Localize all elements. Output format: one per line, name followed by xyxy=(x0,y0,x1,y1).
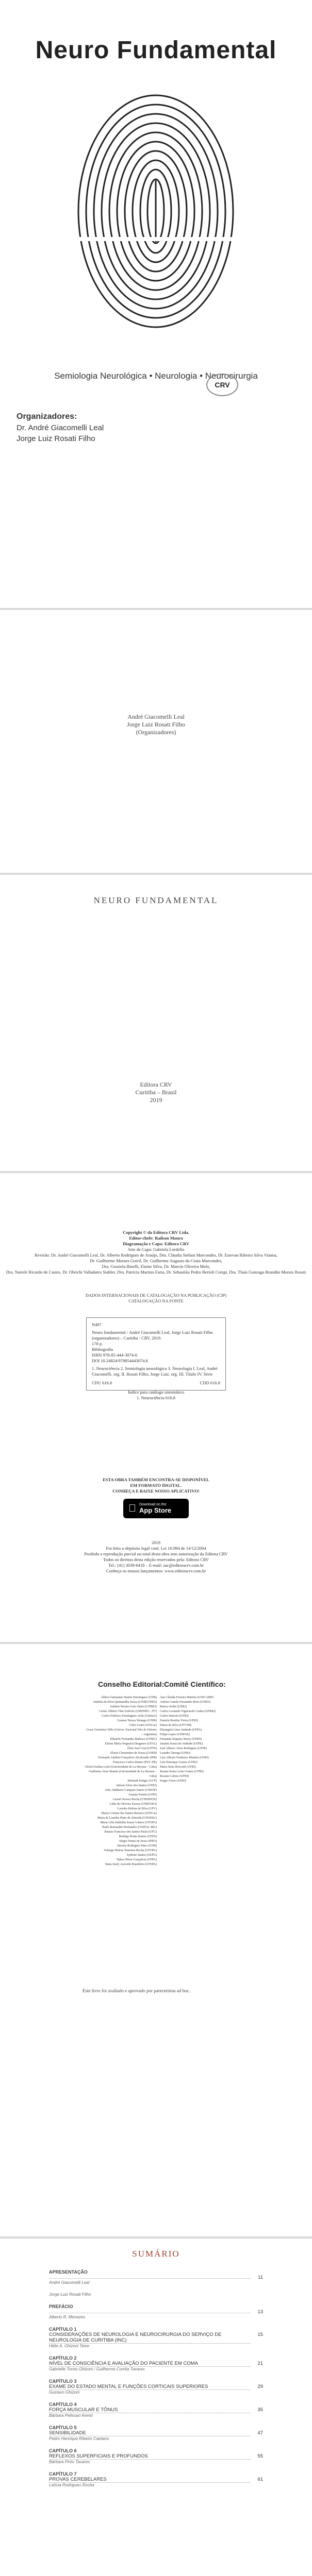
toc-entry[interactable] xyxy=(49,2448,263,2464)
council-member: Lourdes Helena da Silva (UFV) xyxy=(117,1807,157,1810)
toc-entry[interactable] xyxy=(49,2327,263,2348)
organizer-line: Jorge Luiz Rosati Filho xyxy=(127,721,185,728)
catalog-line: 1. Neurociência 2. Semiologia neurológica 3. Neurologia I. Leal, André Giacomelli. org. II. Rosati Filho, Jorge Luiz. org. III. Título IV. Série xyxy=(92,1366,218,1377)
toc-author: Jorge Luiz Rosati Filho xyxy=(49,2292,91,2297)
toc-chapter-label: CAPÍTULO 5 xyxy=(49,2425,77,2430)
council-member: Guillermo Arias Beatón (Universidade de La Havana – Cuba) xyxy=(88,1770,157,1778)
council-member: Sydione Santos (UEPG) xyxy=(126,1854,157,1857)
toc-chapter-label: APRESENTAÇÃO xyxy=(49,2269,88,2275)
toc-author: Alberto R. Menezes xyxy=(49,2315,86,2319)
summary-title: SUMÁRIO xyxy=(132,2249,180,2259)
toc-page-number: 21 xyxy=(257,2361,263,2366)
toc-author: Hélio A. Ghizoni Teive xyxy=(49,2344,90,2348)
council-member: Elizeu Clementino de Souza (UNEB) xyxy=(110,1752,157,1755)
toc-page-number: 13 xyxy=(257,2309,263,2315)
toc-author: Bárbara Pinto Tavares xyxy=(49,2460,90,2464)
toc-chapter-label: PREFÁCIO xyxy=(49,2304,73,2309)
toc-entry[interactable] xyxy=(49,2304,263,2319)
council-member: Leandro Tarrega (UFRJ) xyxy=(160,1752,191,1755)
toc-page-number: 61 xyxy=(257,2477,263,2482)
cover-subtitle: Semiologia Neurológica • Neurologia • Neurocirurgia xyxy=(54,371,258,381)
rights-line: 2019 xyxy=(152,1540,160,1545)
council-member: Helmuth Krüger (UCP) xyxy=(127,1780,157,1783)
council-member: Lídia de Oliveira Xavier (UNIEURO) xyxy=(109,1803,157,1806)
copyright-line: Editor-chefe: Railson Moura xyxy=(129,1235,183,1241)
council-member: Carlos Federico Dominguez Avila (Unieuro) xyxy=(102,1715,157,1718)
council-member: Maria Lília Imbiriba Sousa Colares (UFOPA) xyxy=(100,1821,157,1824)
council-member: Bianca Sodré (UERJ) xyxy=(160,1705,187,1708)
toc-chapter-label: CAPÍTULO 4 xyxy=(49,2402,77,2407)
rights-line: Conheça os nossos lançamentos: www.editoracrv.com.br xyxy=(106,1568,206,1573)
council-member: Sérgio Nunes de Jesus (IFRO) xyxy=(119,1840,157,1843)
council-member: Cesar Gerónimo Tello (Univer. Nacional Três de Febrero – Argentina) xyxy=(86,1728,157,1736)
title-page xyxy=(0,875,312,1171)
toc-entry[interactable] xyxy=(49,2471,263,2487)
toc-page-number: 11 xyxy=(258,2275,263,2280)
toc-chapter-title: PROVAS CEREBELARES xyxy=(49,2477,251,2483)
publisher-line: Curitiba – Brasil xyxy=(135,1089,177,1096)
half-title-page xyxy=(0,610,312,873)
council-member: Leonel Severo Rocha (UNISINOS) xyxy=(112,1798,157,1801)
copyright-block xyxy=(0,1230,312,1275)
copyright-line: Diagramação e Capa: Editora CRV xyxy=(122,1241,190,1246)
catalog-title: DADOS INTERNACIONAIS DE CATALOGAÇÃO NA PUBLICAÇÃO (CIP) xyxy=(85,1293,227,1298)
council-member: Fernando Antônio Gonçalves Alcoforado (IPB) xyxy=(98,1756,157,1759)
council-member: Gloria Fariñas León (Universidade de La Havana – Cuba) xyxy=(85,1766,157,1769)
copyright-line: Revisão: Dr. André Giacomelli Leal, Dr. Alberto Rodrigues de Araújo, Dra. Cláudia Stefani Marcondes, Dr. Estevan Ribeiro Silva Vianna, xyxy=(35,1252,277,1258)
catalog-index-item: 1. Neurociência 616.8 xyxy=(136,1395,176,1400)
council-member: Solange Helena Ximenes-Rocha (UFOPA) xyxy=(104,1849,157,1852)
publisher-logo: CRV xyxy=(206,374,238,396)
council-member: Janaína Souza de Andrade (UFPE) xyxy=(160,1742,203,1745)
council-member: José Alberto Alves Rodrigues (UFPE) xyxy=(160,1747,207,1750)
council-member: Andréia da Silva Quintanilha Sousa (UNIR/UFRN) xyxy=(93,1701,157,1704)
council-member: Renato Francisco dos Santos Paula (UFG) xyxy=(104,1831,157,1834)
toc-page-number: 29 xyxy=(257,2384,263,2389)
app-note-line: EM FORMATO DIGITAL. xyxy=(130,1483,182,1488)
council-member: Paulo Romualdo Hernandes (UNIFAL-MG) xyxy=(102,1826,157,1829)
toc-page-number: 15 xyxy=(257,2332,263,2337)
catalog-index-block xyxy=(0,1389,312,1401)
toc-author: Pedro Henrique Ribeiro Caetano xyxy=(49,2436,109,2441)
toc-author: André Giacomelli Leal xyxy=(49,2280,90,2285)
toc-chapter-title xyxy=(49,2278,251,2279)
council-member: Luiz Henrique Gomes (UFRJ) xyxy=(160,1761,198,1764)
catalog-line: 178 p. xyxy=(92,1341,103,1346)
council-member: Simone Rodrigues Pinto (UNB) xyxy=(117,1844,157,1848)
toc-chapter-label: CAPÍTULO 2 xyxy=(49,2355,77,2361)
organizers-heading: Organizadores: xyxy=(17,412,77,421)
app-store-line2: App Store xyxy=(132,1506,164,1514)
council-member: Jailson Alves dos Santos (UFRJ) xyxy=(116,1784,157,1787)
copyright-line: Dra. Natiele Ricardo de Castro, Dr. Obrichi Valladares Stabler, Dra. Patrícia Martins Faria, Dr. Sebastião Pedro Bertoli Crespi, Dra. Thaís Gonzaga Brandão Morais Rosati xyxy=(6,1269,306,1275)
toc-page-number: 55 xyxy=(257,2453,263,2459)
organizers-block xyxy=(0,713,312,736)
toc-chapter-title: EXAME DO ESTADO MENTAL E FUNÇÕES CORTICAIS SUPERIORES xyxy=(49,2384,251,2390)
catalog-line: Bibliografia xyxy=(92,1347,113,1352)
copyright-line: Copyright © da Editora CRV Ltda. xyxy=(123,1230,189,1235)
editorial-council-page xyxy=(0,1644,312,2236)
publisher-line: Editora CRV xyxy=(140,1081,172,1088)
council-member: Tadeu Oliver Gonçalves (UFPA) xyxy=(116,1858,157,1861)
council-member: Ana Cláudia Ferreira Martins (UNICAMP) xyxy=(160,1696,214,1699)
toc-author: Letícia Rodrigues Rocha xyxy=(49,2483,94,2487)
copyright-page xyxy=(0,1173,312,1642)
catalog-card xyxy=(86,1317,226,1391)
catalog-heading xyxy=(0,1293,312,1304)
rights-line: Todos os direitos desta edição reservados pela: Editora CRV xyxy=(103,1557,209,1562)
toc-page-number: 47 xyxy=(257,2430,263,2436)
catalog-line: DOI 10.24824/978854443074.6 xyxy=(92,1358,148,1363)
toc-entry[interactable] xyxy=(49,2355,263,2371)
council-member: Carlos Alberto Vilar Estêvão (UMINHO – PT) xyxy=(98,1710,157,1713)
rights-block xyxy=(0,1540,312,1574)
scientific-committee-list xyxy=(160,1696,232,1784)
council-member: Felipe Lopes (UNIFAE) xyxy=(160,1733,190,1736)
toc-chapter-label: CAPÍTULO 3 xyxy=(49,2379,77,2384)
toc-author: Gustavo Ghizoni xyxy=(49,2390,80,2395)
council-member: Élsio José Corá (UFFS) xyxy=(127,1747,157,1750)
scientific-committee-title: Comitê Científico: xyxy=(164,1680,226,1688)
council-member: Celso Conti (UFSCar) xyxy=(129,1724,157,1727)
council-member: Maria Cristina dos Santos Bezerra (UFSCar) xyxy=(101,1812,157,1815)
publisher-line: 2019 xyxy=(150,1096,162,1104)
app-store-badge[interactable] xyxy=(123,1499,189,1518)
app-note xyxy=(0,1477,312,1494)
council-member: Aldira Guimarães Duarte Domínguez (UNB) xyxy=(101,1696,157,1699)
editorial-council-list xyxy=(85,1696,157,1867)
council-member: Francisco Carlos Duarte (PUC-PR) xyxy=(113,1761,157,1764)
fingerprint-brain-illustration xyxy=(68,82,243,345)
council-member: Daniela Bonfim Vieira (UFRJ) xyxy=(160,1719,199,1722)
toc-entry[interactable] xyxy=(49,2425,263,2441)
council-member: Maria Stela Horwath (UFRJ) xyxy=(160,1766,196,1769)
council-member: Rodrigo Pratte-Santos (UFES) xyxy=(119,1835,157,1838)
book-title: NEURO FUNDAMENTAL xyxy=(93,895,219,905)
council-member: Edson da Silva (UFVJM) xyxy=(160,1724,192,1727)
copyright-line: Dra. Graziela Binelli, Elaine Silva, Dr. Marcio Oliveira Melo, xyxy=(102,1264,210,1269)
copyright-line: Dr. Guilherme Moraes Gorril, Dr. Guilherme Augusto da Costa Marcondes, xyxy=(89,1258,223,1263)
rights-line: Foi feito o depósito legal conf. Lei 10.994 de 14/12/2004 xyxy=(106,1546,206,1551)
rights-line: Tel.: (41) 3039-6418 – E-mail: sac@editoracrv.com.br xyxy=(108,1563,204,1568)
peer-review-note: Este livro foi avaliado e aprovado por pareceristas ad hoc. xyxy=(83,1988,190,1993)
catalog-code: N497 xyxy=(92,1322,102,1327)
council-member: Elione Maria Nogueira Diogenes (UFAL) xyxy=(105,1742,157,1745)
catalog-cdu: CDU 616.8 xyxy=(92,1380,112,1385)
toc-page-number: 35 xyxy=(257,2407,263,2413)
organizer-name: Jorge Luiz Rosati Filho xyxy=(17,434,95,443)
app-note-line: ESTA OBRA TAMBÉM ENCONTRA-SE DISPONÍVEL xyxy=(103,1477,209,1482)
cover-title: Neuro Fundamental xyxy=(35,37,277,64)
toc-entry[interactable] xyxy=(49,2269,263,2285)
catalog-line: ISBN 978-85-444-3074-6 xyxy=(92,1352,138,1358)
council-member: Fernanda Siqueira Nerey (UFRN) xyxy=(160,1738,202,1741)
council-member: Rosana Calixto (UFRJ) xyxy=(160,1775,189,1778)
toc-chapter-label: CAPÍTULO 7 xyxy=(49,2471,77,2477)
toc-chapter-title: CONSIDERAÇÕES DE NEUROLOGIA E NEUROCIRURGIA DO SERVIÇO DE NEUROLOGIA DE CURITIBA (INC) xyxy=(49,2332,251,2344)
organizer-line: André Giacomelli Leal xyxy=(127,713,185,720)
catalog-subtitle: CATALOGAÇÃO NA FONTE xyxy=(128,1298,184,1303)
toc-chapter-title: SENSIBILIDADE xyxy=(49,2430,251,2436)
toc-author: Bárbara Pelissari Arend xyxy=(49,2413,93,2418)
publisher-block xyxy=(0,1081,312,1104)
council-member: Andrea Camila Fernandes Brito (UFRN) xyxy=(160,1701,210,1704)
toc-chapter-title: REFLEXOS SUPERFICIAIS E PROFUNDOS xyxy=(49,2453,251,2460)
toc-entry[interactable] xyxy=(49,2292,263,2297)
organizer-name: Dr. André Giacomelli Leal xyxy=(17,423,104,432)
app-store-line1: Download on the xyxy=(132,1503,159,1506)
council-member: Carmen Tereza Velanga (UNIR) xyxy=(117,1719,157,1722)
summary-page xyxy=(0,2239,312,2576)
toc-author: Gabrielle Tomio Ghizoni / Guilherme Corrêa Tavares xyxy=(49,2367,145,2371)
app-note-line: CONHEÇA E BAIXE NOSSO APLICATIVO! xyxy=(112,1488,200,1494)
toc-entry[interactable] xyxy=(49,2402,263,2418)
toc-chapter-label: CAPÍTULO 6 xyxy=(49,2448,77,2453)
apple-icon xyxy=(128,1503,136,1515)
council-member: Elisangela Lima Andrade (UFPA) xyxy=(160,1728,202,1732)
catalog-cdd: CDD 616.8 xyxy=(200,1380,220,1385)
council-member: Tania Suely Azevedo Brasileiro (UFOPA) xyxy=(105,1863,157,1866)
toc-chapter-title: FORÇA MUSCULAR E TÔNUS xyxy=(49,2407,251,2413)
council-member: Sergio Fiorio (UFRJ) xyxy=(160,1780,187,1783)
catalog-line: Neuro fundamental / André Giacomelli Leal, Jorge Luiz Rosati Filho (organizadores) – Curitiba : CRV, 2019. xyxy=(92,1330,213,1341)
council-member: João Adalberto Campato Junior (UNESP) xyxy=(105,1789,157,1792)
council-member: Maria de Lourdes Pinto de Almeida (UNOESC) xyxy=(97,1817,157,1820)
rights-line: Proibida a reprodução parcial ou total desta obra sem autorização da Editora CRV xyxy=(84,1551,228,1556)
council-member: Antônio Pereira Gaio Júnior (UFRRJ) xyxy=(109,1705,157,1708)
toc-entry[interactable] xyxy=(49,2379,263,2395)
toc-chapter-label: CAPÍTULO 1 xyxy=(49,2327,77,2332)
organizer-line: (Organizadores) xyxy=(136,728,176,736)
council-member: Carlos Simioni (UFRJ) xyxy=(160,1715,189,1718)
council-member: Eduardo Fernandes Barbosa (UFMG) xyxy=(110,1738,157,1741)
council-member: Luiz Alberto Frederico Martins (UFRJ) xyxy=(160,1756,209,1759)
toc-part-1 xyxy=(49,2269,263,2495)
council-member: Renata Souza Leite Gomes (UFRJ) xyxy=(160,1770,204,1773)
council-member: Carlos Leonardo Figueiredo Cunha (UFRRJ) xyxy=(160,1710,216,1713)
catalog-index: Índice para catálogo sistemático xyxy=(127,1389,185,1395)
copyright-line: Arte de Capa: Gabriela Lordello xyxy=(127,1247,185,1252)
editorial-council-title: Conselho Editorial: xyxy=(98,1680,165,1688)
toc-chapter-title: NÍVEL DE CONSCIÊNCIA E AVALIAÇÃO DO PACIENTE EM COMA xyxy=(49,2361,251,2367)
cover-page xyxy=(0,0,312,608)
council-member: Josania Portela (UFPI) xyxy=(128,1793,157,1797)
